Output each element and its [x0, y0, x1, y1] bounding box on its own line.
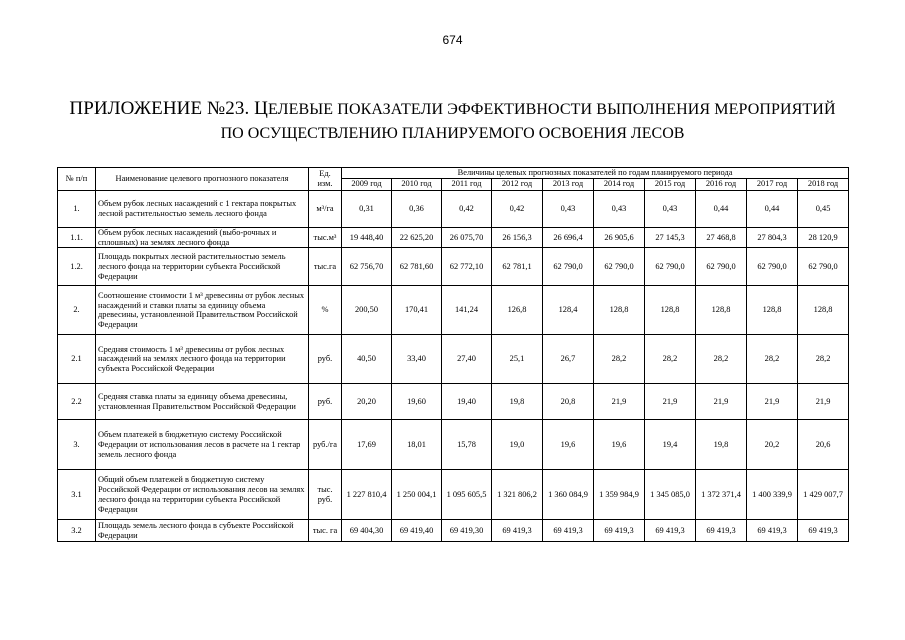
value-cell: 26 696,4 [543, 227, 594, 248]
row-number: 1.1. [58, 227, 96, 248]
value-cell: 0,42 [442, 190, 492, 227]
value-cell: 69 419,40 [392, 520, 442, 542]
value-cell: 62 790,0 [594, 248, 645, 286]
header-year: 2009 год [342, 178, 392, 190]
header-year: 2012 год [492, 178, 543, 190]
value-cell: 0,43 [543, 190, 594, 227]
value-cell: 33,40 [392, 335, 442, 384]
value-cell: 20,20 [342, 384, 392, 420]
row-number: 3.1 [58, 470, 96, 520]
header-year: 2018 год [798, 178, 849, 190]
value-cell: 0,43 [645, 190, 696, 227]
value-cell: 69 419,3 [645, 520, 696, 542]
value-cell: 62 781,1 [492, 248, 543, 286]
value-cell: 17,69 [342, 420, 392, 470]
row-number: 2. [58, 286, 96, 335]
value-cell: 1 345 085,0 [645, 470, 696, 520]
indicator-name: Площадь земель лесного фонда в субъекте Российской Федерации [96, 520, 309, 542]
value-cell: 27 145,3 [645, 227, 696, 248]
value-cell: 0,44 [747, 190, 798, 227]
indicator-name: Объем рубок лесных насаждений с 1 гектара покрытых лесной растительностью земель лесного фонда [96, 190, 309, 227]
value-cell: 1 227 810,4 [342, 470, 392, 520]
value-cell: 27 468,8 [696, 227, 747, 248]
value-cell: 19,8 [696, 420, 747, 470]
value-cell: 21,9 [747, 384, 798, 420]
heading-line-2: ПО ОСУЩЕСТВЛЕНИЮ ПЛАНИРУЕМОГО ОСВОЕНИЯ ЛЕСОВ [220, 125, 685, 142]
unit-cell: руб. [309, 384, 342, 420]
value-cell: 21,9 [594, 384, 645, 420]
value-cell: 21,9 [645, 384, 696, 420]
value-cell: 1 360 084,9 [543, 470, 594, 520]
value-cell: 128,8 [696, 286, 747, 335]
value-cell: 19,6 [543, 420, 594, 470]
value-cell: 1 095 605,5 [442, 470, 492, 520]
indicator-name: Средняя стоимость 1 м³ древесины от рубок лесных насаждений на землях лесного фонда на территории субъекта Российской Федерации [96, 335, 309, 384]
value-cell: 69 419,30 [442, 520, 492, 542]
row-number: 2.1 [58, 335, 96, 384]
value-cell: 28,2 [594, 335, 645, 384]
header-values: Величины целевых прогнозных показателей по годам планируемого периода [342, 168, 849, 179]
header-year: 2015 год [645, 178, 696, 190]
value-cell: 69 419,3 [543, 520, 594, 542]
value-cell: 40,50 [342, 335, 392, 384]
value-cell: 62 772,10 [442, 248, 492, 286]
header-name: Наименование целевого прогнозного показателя [96, 168, 309, 191]
value-cell: 28,2 [645, 335, 696, 384]
value-cell: 26 075,70 [442, 227, 492, 248]
header-year: 2010 год [392, 178, 442, 190]
indicator-name: Объем рубок лесных насаждений (выбо-рочных и сплошных) на землях лесного фонда [96, 227, 309, 248]
value-cell: 26 905,6 [594, 227, 645, 248]
value-cell: 19,60 [392, 384, 442, 420]
value-cell: 19,6 [594, 420, 645, 470]
value-cell: 19 448,40 [342, 227, 392, 248]
value-cell: 128,8 [798, 286, 849, 335]
value-cell: 21,9 [798, 384, 849, 420]
value-cell: 69 419,3 [696, 520, 747, 542]
value-cell: 19,0 [492, 420, 543, 470]
value-cell: 128,4 [543, 286, 594, 335]
value-cell: 20,6 [798, 420, 849, 470]
row-number: 2.2 [58, 384, 96, 420]
value-cell: 20,2 [747, 420, 798, 470]
unit-cell: тыс. руб. [309, 470, 342, 520]
table-row [58, 384, 849, 420]
value-cell: 0,42 [492, 190, 543, 227]
value-cell: 0,45 [798, 190, 849, 227]
value-cell: 170,41 [392, 286, 442, 335]
unit-cell: тыс.м³ [309, 227, 342, 248]
indicator-name: Общий объем платежей в бюджетную систему Российской Федерации от использования лесов на землях лесного фонда на территории субъекта Российской Федерации [96, 470, 309, 520]
table-row [58, 286, 849, 335]
table-row [58, 227, 849, 248]
indicator-name: Соотношение стоимости 1 м³ древесины от рубок лесных насаждений и ставки платы за единицу объема древесины, установленной Правительством Российской Федерации [96, 286, 309, 335]
value-cell: 1 250 004,1 [392, 470, 442, 520]
value-cell: 0,43 [594, 190, 645, 227]
value-cell: 62 790,0 [798, 248, 849, 286]
value-cell: 19,40 [442, 384, 492, 420]
value-cell: 19,4 [645, 420, 696, 470]
table-row [58, 470, 849, 520]
value-cell: 126,8 [492, 286, 543, 335]
row-number: 1.2. [58, 248, 96, 286]
value-cell: 22 625,20 [392, 227, 442, 248]
value-cell: 1 372 371,4 [696, 470, 747, 520]
header-year: 2014 год [594, 178, 645, 190]
value-cell: 200,50 [342, 286, 392, 335]
indicator-name: Объем платежей в бюджетную систему Российской Федерации от использования лесов в расчете на 1 гектар земель лесного фонда [96, 420, 309, 470]
value-cell: 62 781,60 [392, 248, 442, 286]
header-unit: Ед. изм. [309, 168, 342, 191]
table-row [58, 335, 849, 384]
value-cell: 128,8 [645, 286, 696, 335]
value-cell: 62 790,0 [696, 248, 747, 286]
value-cell: 1 359 984,9 [594, 470, 645, 520]
header-year: 2016 год [696, 178, 747, 190]
value-cell: 128,8 [747, 286, 798, 335]
value-cell: 15,78 [442, 420, 492, 470]
unit-cell: тыс.га [309, 248, 342, 286]
value-cell: 0,31 [342, 190, 392, 227]
value-cell: 0,44 [696, 190, 747, 227]
value-cell: 28,2 [696, 335, 747, 384]
indicator-name: Средняя ставка платы за единицу объема древесины, установленная Правительством Российской Федерации [96, 384, 309, 420]
heading-prefix: ПРИЛОЖЕНИЕ №23. Ц [69, 98, 268, 119]
value-cell: 62 790,0 [747, 248, 798, 286]
value-cell: 1 429 007,7 [798, 470, 849, 520]
value-cell: 69 404,30 [342, 520, 392, 542]
table-row [58, 248, 849, 286]
table-row [58, 520, 849, 542]
header-row-1 [58, 168, 849, 179]
header-year: 2011 год [442, 178, 492, 190]
value-cell: 0,36 [392, 190, 442, 227]
value-cell: 69 419,3 [594, 520, 645, 542]
value-cell: 28,2 [798, 335, 849, 384]
heading-line-1-rest: ЕЛЕВЫЕ ПОКАЗАТЕЛИ ЭФФЕКТИВНОСТИ ВЫПОЛНЕНИЯ МЕРОПРИЯТИЙ [268, 101, 836, 118]
value-cell: 28 120,9 [798, 227, 849, 248]
value-cell: 1 400 339,9 [747, 470, 798, 520]
row-number: 3. [58, 420, 96, 470]
row-number: 1. [58, 190, 96, 227]
value-cell: 19,8 [492, 384, 543, 420]
unit-cell: м³/га [309, 190, 342, 227]
heading-line-1 [0, 97, 905, 122]
value-cell: 69 419,3 [492, 520, 543, 542]
value-cell: 18,01 [392, 420, 442, 470]
value-cell: 20,8 [543, 384, 594, 420]
value-cell: 28,2 [747, 335, 798, 384]
unit-cell: руб. [309, 335, 342, 384]
value-cell: 128,8 [594, 286, 645, 335]
header-year: 2017 год [747, 178, 798, 190]
value-cell: 25,1 [492, 335, 543, 384]
value-cell: 27,40 [442, 335, 492, 384]
document-heading [0, 97, 905, 146]
value-cell: 62 756,70 [342, 248, 392, 286]
row-number: 3.2 [58, 520, 96, 542]
unit-cell: % [309, 286, 342, 335]
value-cell: 62 790,0 [543, 248, 594, 286]
page-number: 674 [442, 33, 463, 47]
value-cell: 26,7 [543, 335, 594, 384]
header-year: 2013 год [543, 178, 594, 190]
value-cell: 62 790,0 [645, 248, 696, 286]
value-cell: 69 419,3 [798, 520, 849, 542]
indicators-table [57, 167, 849, 542]
value-cell: 1 321 806,2 [492, 470, 543, 520]
unit-cell: руб./га [309, 420, 342, 470]
value-cell: 27 804,3 [747, 227, 798, 248]
table-row [58, 190, 849, 227]
header-num: № п/п [58, 168, 96, 191]
indicator-name: Площадь покрытых лесной растительностью земель лесного фонда на территории субъекта Российской Федерации [96, 248, 309, 286]
unit-cell: тыс. га [309, 520, 342, 542]
value-cell: 21,9 [696, 384, 747, 420]
table-row [58, 420, 849, 470]
value-cell: 69 419,3 [747, 520, 798, 542]
value-cell: 141,24 [442, 286, 492, 335]
value-cell: 26 156,3 [492, 227, 543, 248]
